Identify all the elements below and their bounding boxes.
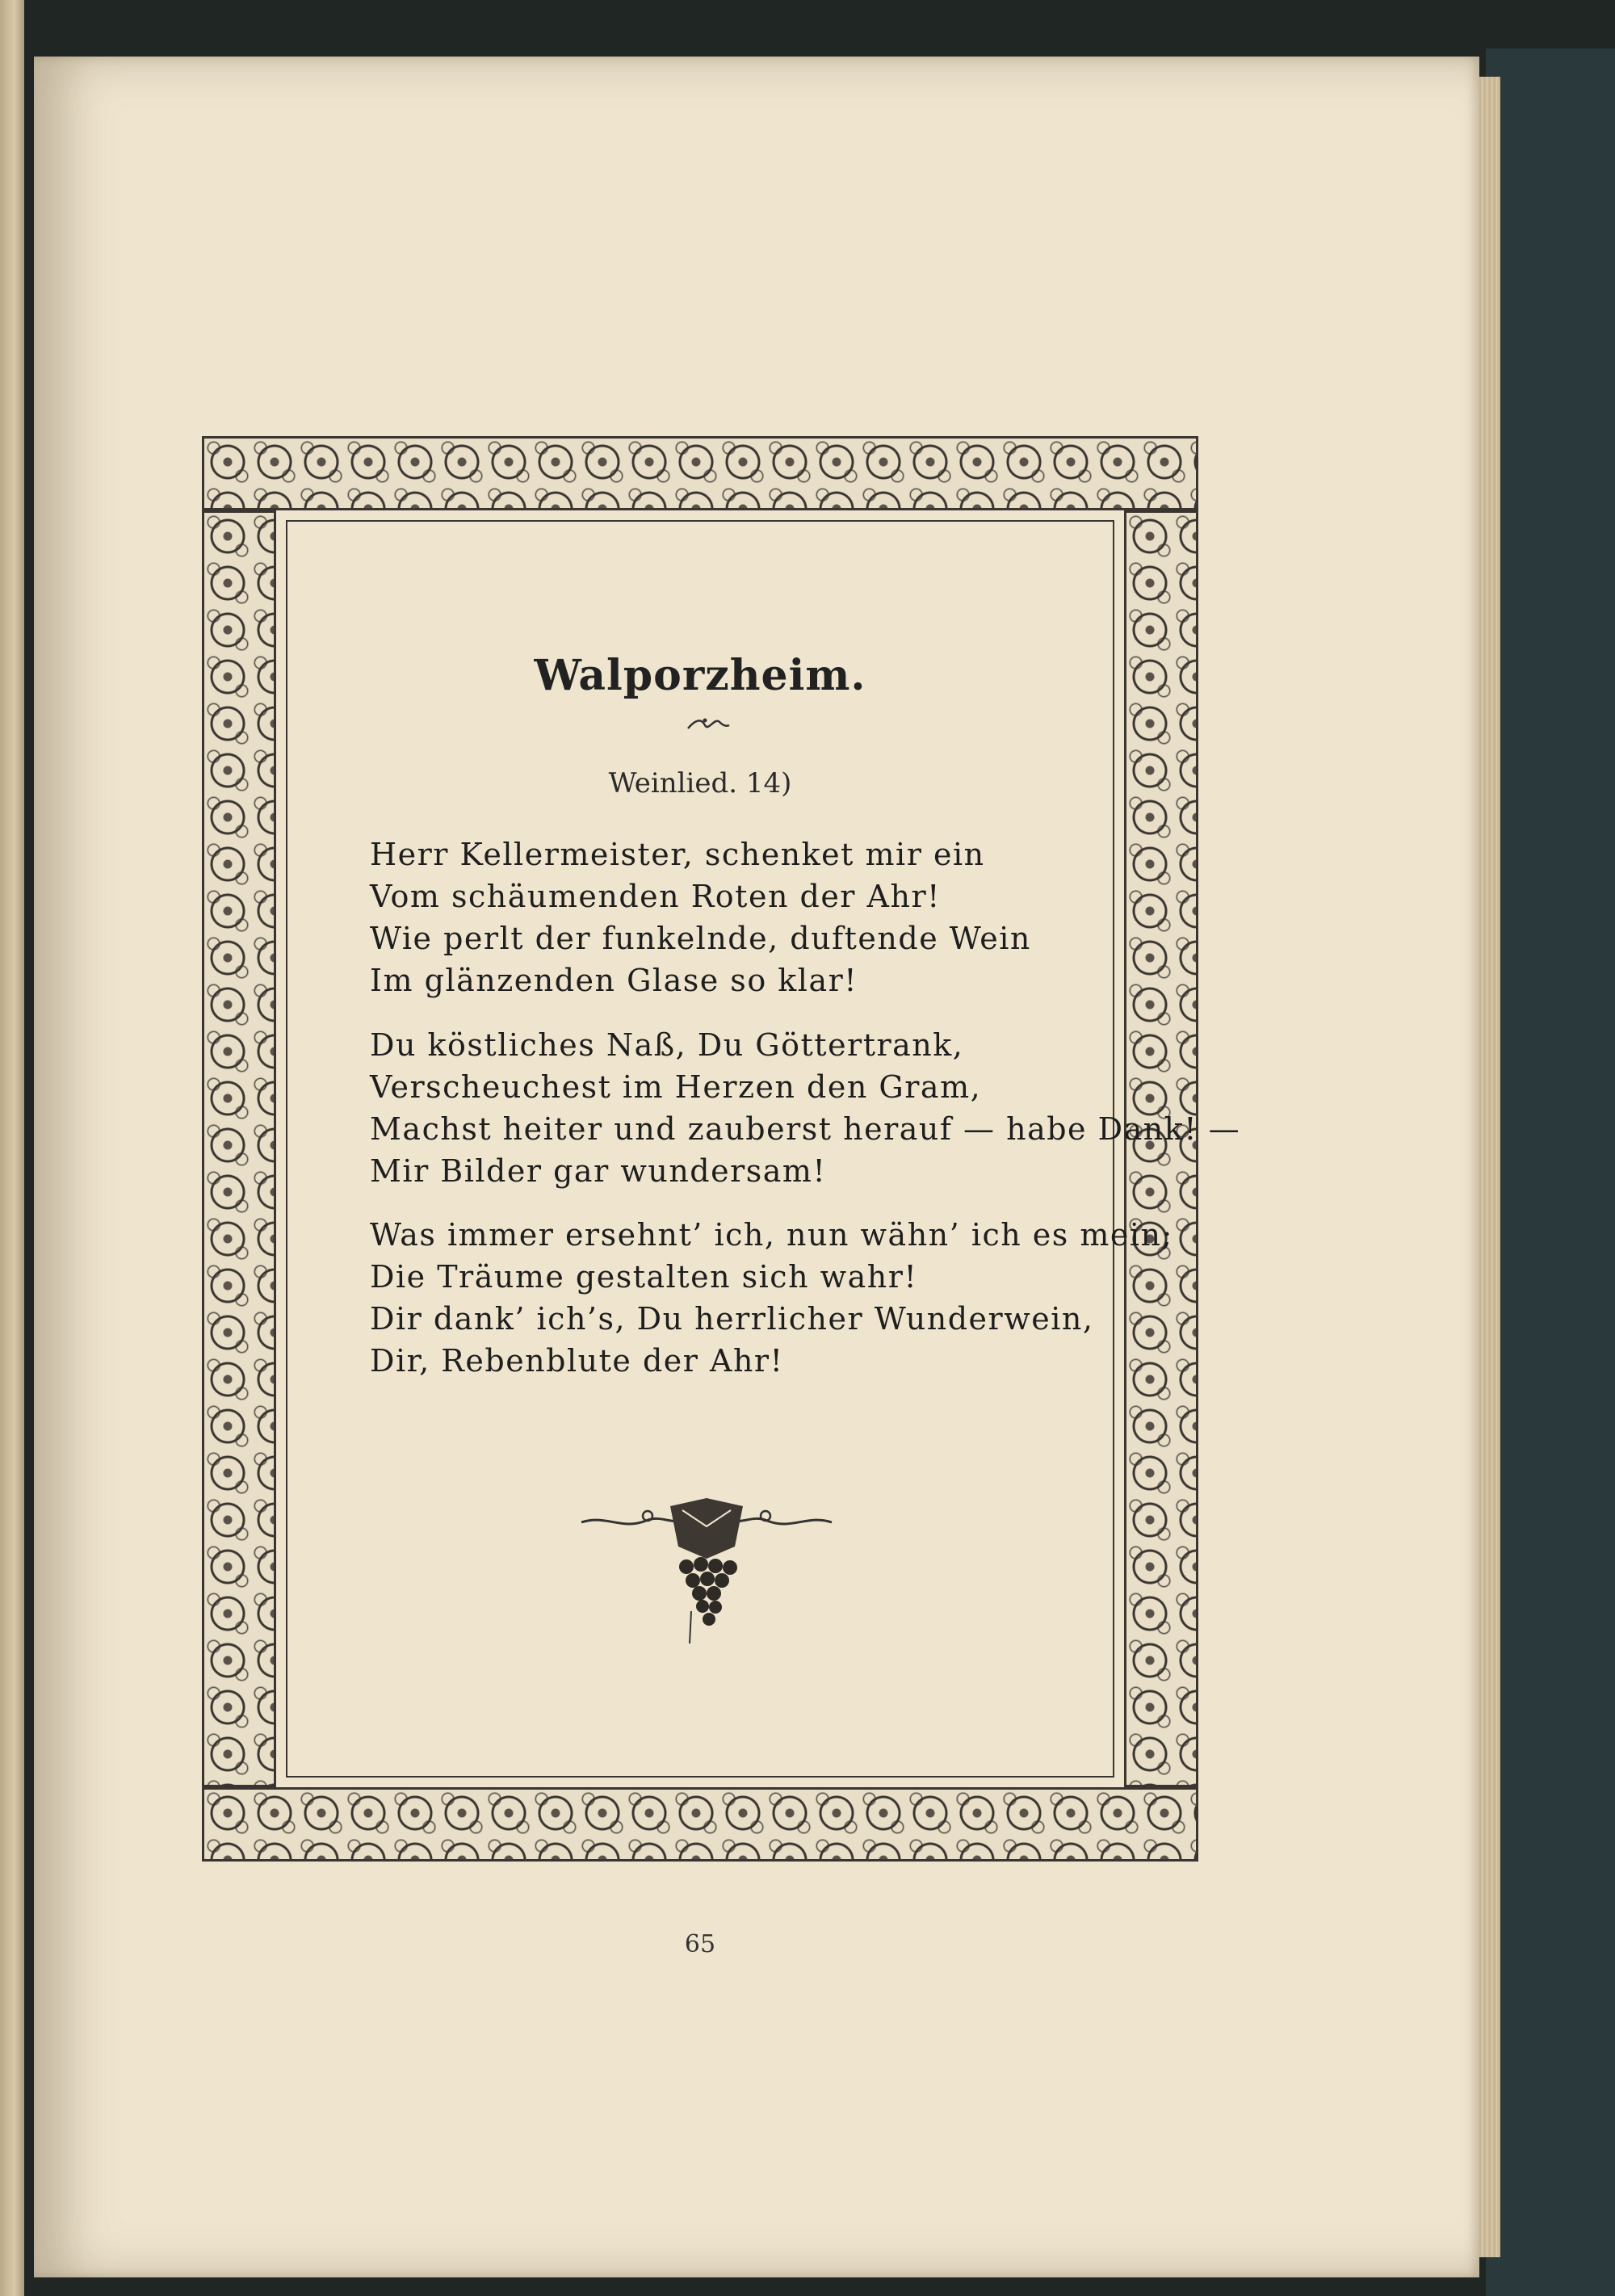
verse-line: Herr Kellermeister, schenket mir ein — [370, 837, 985, 872]
verse-line: Dir, Rebenblute der Ahr! — [370, 1343, 784, 1379]
verse-line: Dir dank’ ich’s, Du herrlicher Wunderwein, — [370, 1301, 1094, 1337]
verse-line: Du köstliches Naß, Du Göttertrank, — [370, 1027, 964, 1063]
book-page — [34, 57, 1479, 2277]
title-flourish-icon — [684, 711, 732, 735]
verse-line: Wie perlt der funkelnde, duftende Wein — [370, 921, 1031, 956]
verse-line: Die Träume gestalten sich wahr! — [370, 1259, 918, 1295]
verse-line: Im glänzenden Glase so klar! — [370, 963, 858, 998]
poem-title: Walporzheim. — [534, 651, 866, 700]
page-number: 65 — [684, 1930, 716, 1958]
stanza-3 — [370, 1214, 1177, 1382]
facing-page-edge — [0, 0, 24, 2296]
verse-line: Mir Bilder gar wundersam! — [370, 1153, 827, 1189]
stanza-1 — [370, 833, 1177, 1001]
poem-area — [202, 436, 1241, 1862]
verse-line: Vom schäumenden Roten der Ahr! — [370, 879, 941, 914]
grape-vine-vignette-icon — [573, 1490, 840, 1652]
poem-subtitle: Weinlied. 14) — [608, 767, 792, 800]
book-cover-edge — [1486, 48, 1615, 2296]
verse-line: Machst heiter und zauberst herauf — habe Dank! — — [370, 1111, 1241, 1147]
stanza-2 — [370, 1024, 1241, 1192]
verse-line: Was immer ersehnt’ ich, nun wähn’ ich es mein; — [370, 1217, 1173, 1253]
verse-line: Verscheuchest im Herzen den Gram, — [370, 1069, 982, 1105]
